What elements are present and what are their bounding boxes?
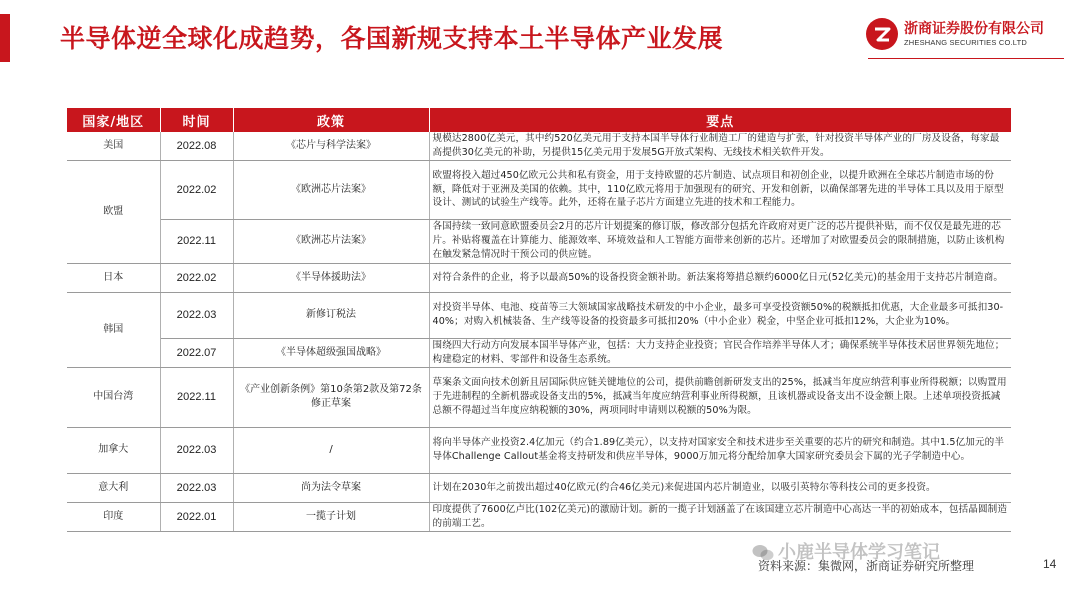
points-cell: 计划在2030年之前拨出超过40亿欧元(约合46亿美元)来促进国内芯片制造业，以吸引英特尔等科技公司的更多投资。	[429, 473, 1011, 502]
points-cell: 将向半导体产业投资2.4亿加元（约合1.89亿美元），以支持对国家安全和技术进步至关重要的芯片的研究和制造。其中1.5亿加元的半导体Challenge Callout基金将支持研发和供应半导体，9000万加元将分配给加拿大国家研究委员会下属的光子学制造中心。	[429, 427, 1011, 473]
policy-cell: 新修订税法	[233, 292, 429, 338]
policy-table	[67, 108, 1011, 532]
table-row	[67, 367, 1011, 427]
company-logo	[866, 18, 1066, 54]
country-cell: 加拿大	[67, 427, 160, 473]
country-cell: 日本	[67, 263, 160, 292]
table-row	[67, 502, 1011, 531]
date-cell: 2022.03	[160, 427, 233, 473]
policy-cell: 《芯片与科学法案》	[233, 132, 429, 160]
watermark-text: 小鹿半导体学习笔记	[778, 542, 940, 563]
date-cell: 2022.11	[160, 367, 233, 427]
policy-cell: 《半导体援助法》	[233, 263, 429, 292]
policy-cell: 一揽子计划	[233, 502, 429, 531]
points-cell: 印度提供了7600亿卢比(102亿美元)的激励计划。新的一揽子计划涵盖了在该国建立芯片制造中心高达一半的初始成本，包括晶圆制造的前端工艺。	[429, 502, 1011, 531]
page-number: 14	[1043, 557, 1057, 571]
policy-cell: 《半导体超级强国战略》	[233, 338, 429, 367]
logo-english-name: ZHESHANG SECURITIES CO.LTD	[904, 38, 1027, 47]
policy-cell: 《产业创新条例》第10条第2款及第72条修正草案	[233, 367, 429, 427]
header-policy: 政策	[233, 108, 429, 132]
date-cell: 2022.02	[160, 263, 233, 292]
country-cell: 意大利	[67, 473, 160, 502]
date-cell: 2022.01	[160, 502, 233, 531]
country-cell: 印度	[67, 502, 160, 531]
logo-divider	[868, 58, 1064, 59]
table-row	[67, 263, 1011, 292]
logo-chinese-name: 浙商证券股份有限公司	[904, 21, 1044, 37]
table-row	[67, 132, 1011, 160]
policy-cell: /	[233, 427, 429, 473]
header-country: 国家/地区	[67, 108, 160, 132]
date-cell: 2022.03	[160, 292, 233, 338]
table-header-row	[67, 108, 1011, 132]
date-cell: 2022.08	[160, 132, 233, 160]
header-date: 时间	[160, 108, 233, 132]
table-row	[67, 219, 1011, 263]
header-points: 要点	[429, 108, 1011, 132]
points-cell: 欧盟将投入超过450亿欧元公共和私有资金，用于支持欧盟的芯片制造、试点项目和初创企业，以提升欧洲在全球芯片制造市场的份额，降低对于亚洲及美国的依赖。其中，110亿欧元将用于加强现有的研究、开发和创新，以确保部署先进的半导体工具以及用于原型设计、测试的试验生产线等。此外，还将在量子芯片方面建立先进的技术和工程能力。	[429, 160, 1011, 219]
points-cell: 对符合条件的企业，将予以最高50%的设备投资金额补助。新法案将筹措总额约6000亿日元(52亿美元)的基金用于支持芯片制造商。	[429, 263, 1011, 292]
table-row	[67, 160, 1011, 219]
page-title: 半导体逆全球化成趋势，各国新规支持本土半导体产业发展	[60, 24, 724, 53]
policy-cell: 《欧洲芯片法案》	[233, 219, 429, 263]
points-cell: 各国持续一致同意欧盟委员会2月的芯片计划提案的修订版，修改部分包括允许政府对更广泛的芯片提供补贴，而不仅仅是最先进的芯片。补贴将覆盖在计算能力、能源效率、环境效益和人工智能方面带来创新的芯片。还增加了对欧盟委员会的限制措施，以防止该机构在触发紧急情况时干预公司的供应链。	[429, 219, 1011, 263]
policy-cell: 尚为法令草案	[233, 473, 429, 502]
points-cell: 围绕四大行动方向发展本国半导体产业，包括：大力支持企业投资；官民合作培养半导体人才；确保系统半导体技术居世界领先地位；构建稳定的材料、零部件和设备生态系统。	[429, 338, 1011, 367]
date-cell: 2022.03	[160, 473, 233, 502]
country-cell: 中国台湾	[67, 367, 160, 427]
source-note: 资料来源：集微网，浙商证券研究所整理	[758, 559, 975, 573]
country-cell: 美国	[67, 132, 160, 160]
table-row	[67, 292, 1011, 338]
date-cell: 2022.11	[160, 219, 233, 263]
table-row	[67, 427, 1011, 473]
date-cell: 2022.02	[160, 160, 233, 219]
logo-mark-icon	[866, 18, 898, 50]
country-cell: 欧盟	[67, 160, 160, 263]
date-cell: 2022.07	[160, 338, 233, 367]
table-row	[67, 338, 1011, 367]
policy-table-container	[67, 108, 1011, 532]
title-accent-bar	[0, 14, 10, 62]
country-cell: 韩国	[67, 292, 160, 367]
points-cell: 对投资半导体、电池、疫苗等三大领域国家战略技术研发的中小企业，最多可享受投资额50%的税额抵扣优惠，大企业最多可抵扣30-40%；对购入机械装备、生产线等设备的投资最多可抵扣20%（中小企业）税金，中坚企业可抵扣12%，大企业为10%。	[429, 292, 1011, 338]
points-cell: 规模达2800亿美元，其中约520亿美元用于支持本国半导体行业制造工厂的建造与扩张，针对投资半导体产业的厂房及设备，每家最高提供30亿美元的补助，另提供15亿美元用于发展5G开放式架构、无线技术相关软件开发。	[429, 132, 1011, 160]
points-cell: 草案条文面向技术创新且居国际供应链关键地位的公司，提供前瞻创新研发支出的25%，抵减当年度应纳营利事业所得税额；以购置用于先进制程的全新机器或设备支出的5%，抵减当年度应纳营利事业所得税额，且该机器或设备支出不设金额上限。上述单项投资抵减总额不得超过当年度应纳税额的30%，两项同时申请则以税额的50%为限。	[429, 367, 1011, 427]
policy-cell: 《欧洲芯片法案》	[233, 160, 429, 219]
table-row	[67, 473, 1011, 502]
